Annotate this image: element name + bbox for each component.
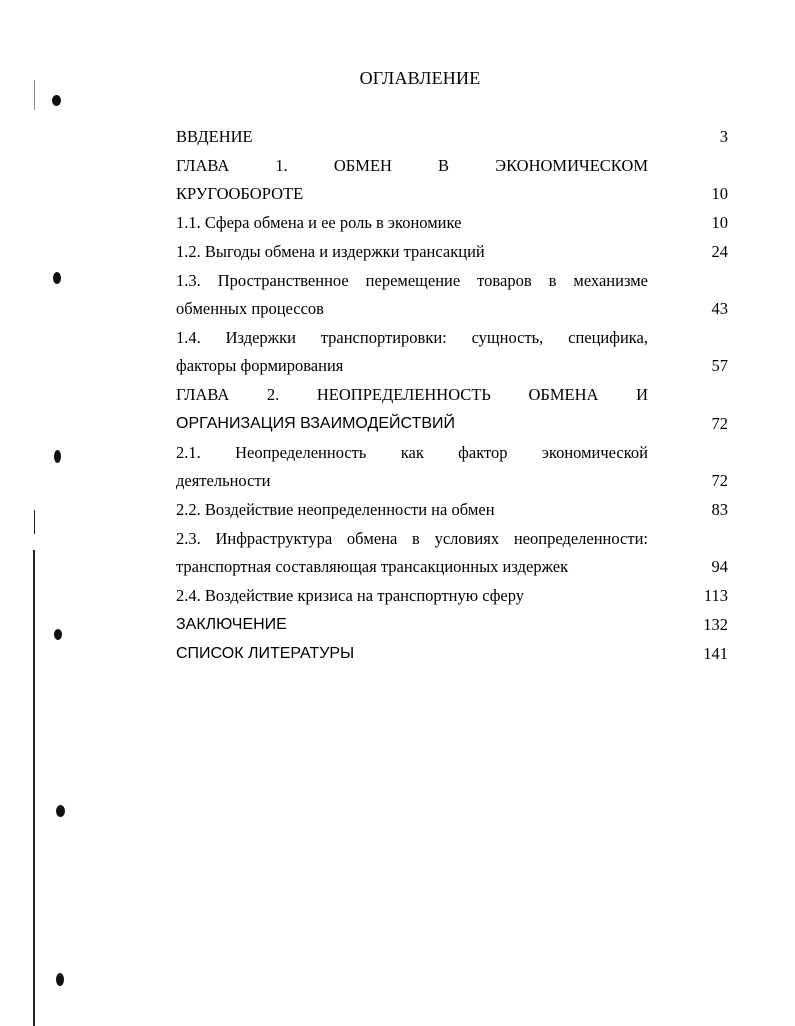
toc-label: 2.2. Воздействие неопределенности на обмен (176, 500, 495, 519)
toc-entry-chapter-2-line1[interactable] (176, 381, 728, 409)
toc-page-number: 57 (711, 356, 728, 375)
toc-entry-2-1-line2[interactable] (176, 467, 728, 495)
toc-page-number: 43 (711, 299, 728, 318)
binding-hole (56, 805, 65, 817)
toc-page-number: 83 (711, 500, 728, 519)
toc-label: обменных процессов (176, 299, 324, 318)
toc-page-number: 113 (703, 586, 728, 605)
toc-entry-1-2[interactable] (176, 238, 728, 266)
toc-entry-references[interactable] (176, 640, 728, 668)
toc-label: факторы формирования (176, 356, 344, 375)
toc-label: ГЛАВА 2. НЕОПРЕДЕЛЕННОСТЬ ОБМЕНА И (176, 385, 648, 404)
toc-page-number: 94 (711, 557, 728, 576)
toc-label: ЗАКЛЮЧЕНИЕ (176, 616, 287, 633)
toc-page-number: 141 (703, 644, 728, 663)
toc-page-number: 72 (711, 471, 728, 490)
toc-label: транспортная составляющая трансакционных издержек (176, 557, 569, 576)
toc-label: СПИСОК ЛИТЕРАТУРЫ (176, 645, 355, 662)
toc-entry-2-2[interactable] (176, 496, 728, 524)
toc-page-number: 10 (711, 184, 728, 203)
binding-hole (54, 629, 62, 640)
toc-entry-2-4[interactable] (176, 582, 728, 610)
toc-label: ОРГАНИЗАЦИЯ ВЗАИМОДЕЙСТВИЙ (176, 415, 455, 432)
toc-label: 1.1. Сфера обмена и ее роль в экономике (176, 213, 462, 232)
toc-entry-2-3-line1[interactable] (176, 525, 728, 553)
margin-line (33, 550, 35, 1026)
toc-entry-2-3-line2[interactable] (176, 553, 728, 581)
toc-entry-introduction[interactable] (176, 123, 728, 151)
margin-line (34, 510, 35, 534)
toc-label: 2.1. Неопределенность как фактор экономической (176, 443, 648, 462)
toc-page-number: 10 (711, 213, 728, 232)
toc-label: КРУГООБОРОТЕ (176, 184, 304, 203)
toc-label: 2.3. Инфраструктура обмена в условиях неопределенности: (176, 529, 648, 548)
toc-label: деятельности (176, 471, 271, 490)
toc-entry-1-4-line2[interactable] (176, 352, 728, 380)
toc-entry-chapter-1-line1[interactable] (176, 152, 728, 180)
binding-hole (54, 450, 61, 463)
toc-page-number: 3 (719, 127, 728, 146)
toc-label: 1.3. Пространственное перемещение товаров в механизме (176, 271, 648, 290)
toc-label: ВВДЕНИЕ (176, 127, 253, 146)
toc-entry-chapter-2-line2[interactable] (176, 410, 728, 438)
toc-entry-1-4-line1[interactable] (176, 324, 728, 352)
toc-entry-chapter-1-line2[interactable] (176, 180, 728, 208)
binding-hole (53, 272, 61, 284)
toc-label: 1.4. Издержки транспортировки: сущность, специфика, (176, 328, 648, 347)
page-title: ОГЛАВЛЕНИЕ (359, 68, 481, 88)
toc-label: 2.4. Воздействие кризиса на транспортную сферу (176, 586, 525, 605)
toc-page-number: 24 (711, 242, 728, 261)
toc-entry-1-1[interactable] (176, 209, 728, 237)
toc-label: ГЛАВА 1. ОБМЕН В ЭКОНОМИЧЕСКОМ (176, 156, 648, 175)
toc-entry-1-3-line1[interactable] (176, 267, 728, 295)
toc-entry-2-1-line1[interactable] (176, 439, 728, 467)
toc-entry-1-3-line2[interactable] (176, 295, 728, 323)
toc-entry-conclusion[interactable] (176, 611, 728, 639)
toc-label: 1.2. Выгоды обмена и издержки трансакций (176, 242, 485, 261)
binding-hole (52, 95, 61, 106)
binding-hole (56, 973, 64, 986)
toc-page-number: 132 (703, 615, 728, 634)
toc-page-number: 72 (711, 414, 728, 433)
